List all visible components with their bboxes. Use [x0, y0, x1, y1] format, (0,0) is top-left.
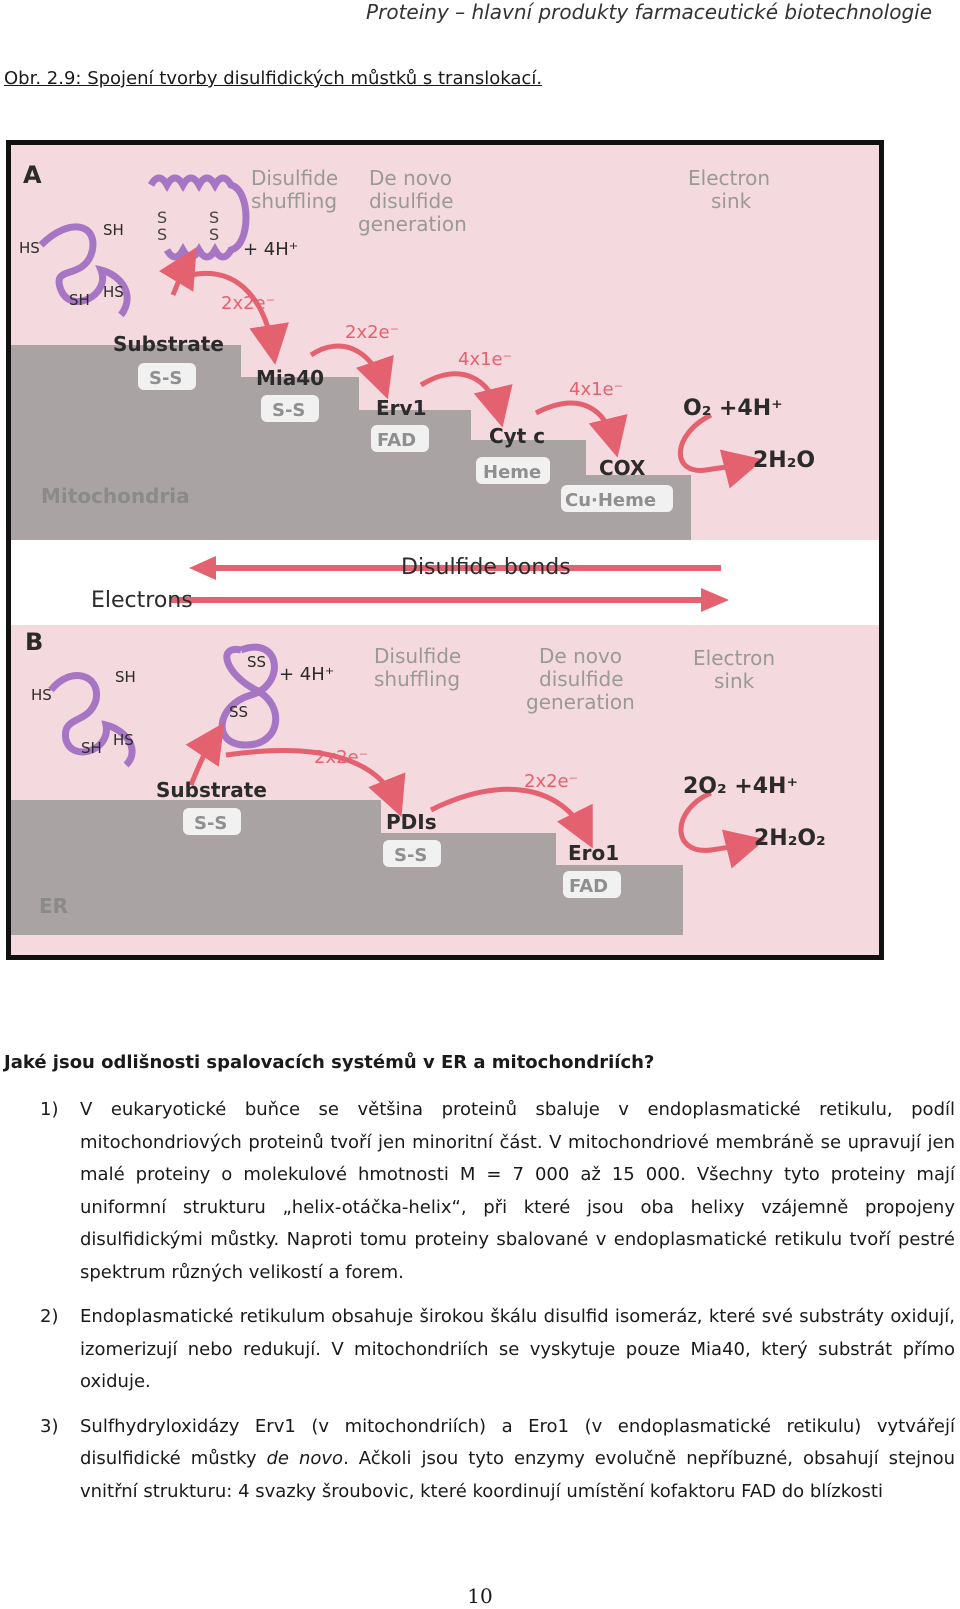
- pdis-box-text: S-S: [394, 845, 428, 866]
- sh-label-a2: SH: [103, 221, 124, 239]
- ss-label-b2: SS: [229, 703, 249, 721]
- panel-b-label-generation: generation: [526, 690, 635, 714]
- list-item-text-em: de novo: [266, 1448, 344, 1469]
- answer-list: [0, 1094, 955, 1520]
- panel-b-label-disulfide: disulfide: [539, 667, 624, 691]
- sh-label-a3: SH: [69, 291, 90, 309]
- list-item: [0, 1094, 955, 1289]
- figure-caption: Obr. 2.9: Spojení tvorby disulfidických můstků s translokací.: [4, 68, 543, 89]
- er-label: ER: [39, 894, 69, 918]
- panel-b-letter: B: [25, 628, 44, 656]
- mia40-label: Mia40: [256, 366, 325, 390]
- sh-label-b4: HS: [113, 731, 134, 749]
- substrate-b-box-text: S-S: [194, 813, 228, 834]
- transfer-a3: 4x1e⁻: [458, 349, 513, 370]
- mitochondria-label: Mitochondria: [41, 484, 190, 508]
- o2-b-label: 2O₂ +4H⁺: [683, 774, 799, 799]
- h2o-a-label: 2H₂O: [753, 448, 816, 473]
- figure: [6, 140, 884, 960]
- cytc-box-text: Heme: [483, 462, 542, 483]
- question-heading: Jaké jsou odlišnosti spalovacích systémů v ER a mitochondriích?: [4, 1052, 655, 1073]
- list-item-number: 1): [40, 1099, 59, 1120]
- transfer-a4: 4x1e⁻: [569, 379, 624, 400]
- list-item: [0, 1411, 955, 1509]
- list-item-text: V eukaryotické buňce se většina proteinů sbaluje v endoplasmatické retikulu, podíl mitochondriových proteinů tvoří jen minoritní část. V mitochondriové membráně se upravují jen malé proteiny o molekulové hmotnosti M = 7 000 až 15 000. Všechny tyto proteiny mají uniformní strukturu „helix-otáčka-helix“, při které jsou oba helixy vzájemně propojeny disulfidickými můstky. Naproti tomu proteiny sbalované v endoplasmatické retikulu tvoří pestré spektrum různých velikostí a forem.: [80, 1099, 955, 1283]
- h2o2-b-label: 2H₂O₂: [754, 826, 826, 851]
- panel-a-label-electron: Electron: [688, 166, 771, 190]
- list-item-text-b: . Ačkoli jsou tyto enzymy evolučně nepříbuzné, obsahují stejnou vnitřní strukturu: 4 svazky šroubovic, které koordinují umístění kofaktoru FAD do blízkosti: [80, 1448, 955, 1502]
- transfer-b1: 2x2e⁻: [314, 747, 369, 768]
- panel-b-label-shuffling-2: shuffling: [374, 667, 461, 691]
- transfer-b2: 2x2e⁻: [524, 771, 579, 792]
- ss-bond-a3: S: [209, 208, 220, 227]
- plus-4h-a: + 4H⁺: [243, 239, 299, 260]
- panel-b-label-electron: Electron: [693, 646, 776, 670]
- list-item-text: Endoplasmatické retikulum obsahuje širokou škálu disulfid isomeráz, které své substráty oxidují, izomerizují nebo redukují. V mitochondriích se vyskytuje pouze Mia40, který substrát přímo oxiduje.: [80, 1306, 955, 1392]
- sh-label-a4: HS: [103, 283, 124, 301]
- panel-a-label-shuffling-2: shuffling: [251, 189, 338, 213]
- erv1-box-text: FAD: [377, 430, 417, 451]
- page-number: 10: [467, 1584, 493, 1608]
- panel-a-label-shuffling-1: Disulfide: [251, 166, 339, 190]
- panel-b-label-shuffling-1: Disulfide: [374, 644, 462, 668]
- cytc-label: Cyt c: [489, 424, 546, 448]
- list-item-number: 2): [40, 1306, 59, 1327]
- plus-4h-b: + 4H⁺: [279, 664, 335, 685]
- substrate-b-label: Substrate: [156, 778, 267, 802]
- mia40-box-text: S-S: [272, 400, 306, 421]
- panel-a-label-sink: sink: [711, 189, 752, 213]
- sh-label-b3: SH: [81, 739, 102, 757]
- ss-bond-a2: S: [157, 225, 168, 244]
- sh-label-a1: HS: [19, 239, 40, 257]
- disulfide-bonds-label: Disulfide bonds: [401, 555, 571, 580]
- list-item-text-a: Sulfhydryloxidázy Erv1 (v mitochondriích) a Ero1 (v endoplasmatické retikulu) vytvářejí disulfidické můstky: [80, 1415, 955, 1469]
- panel-a-label-denovo: De novo: [369, 166, 453, 190]
- transfer-a1: 2x2e⁻: [221, 293, 276, 314]
- sh-label-b1: HS: [31, 686, 52, 704]
- pdis-label: PDIs: [386, 810, 437, 834]
- ss-label-b1: SS: [247, 653, 267, 671]
- substrate-a-box-text: S-S: [149, 368, 183, 389]
- panel-b-label-denovo: De novo: [539, 644, 623, 668]
- ero1-label: Ero1: [568, 841, 620, 865]
- erv1-label: Erv1: [376, 396, 427, 420]
- sh-label-b2: SH: [115, 668, 136, 686]
- page-header: Proteiny – hlavní produkty farmaceutické biotechnologie: [366, 0, 932, 24]
- list-item-number: 3): [40, 1415, 59, 1437]
- list-item: [0, 1301, 955, 1399]
- panel-a-letter: A: [23, 161, 42, 189]
- electrons-label: Electrons: [91, 588, 193, 613]
- panel-a-label-disulfide: disulfide: [369, 189, 454, 213]
- o2-a-label: O₂ +4H⁺: [683, 396, 783, 421]
- cox-label: COX: [599, 456, 646, 480]
- transfer-a2: 2x2e⁻: [345, 322, 400, 343]
- substrate-a-label: Substrate: [113, 332, 224, 356]
- ss-bond-a4: S: [209, 225, 220, 244]
- cox-box-text: Cu·Heme: [565, 490, 657, 511]
- ero1-box-text: FAD: [569, 876, 609, 897]
- panel-a-label-generation: generation: [358, 212, 467, 236]
- panel-b-label-sink: sink: [714, 669, 755, 693]
- ss-bond-a1: S: [157, 208, 168, 227]
